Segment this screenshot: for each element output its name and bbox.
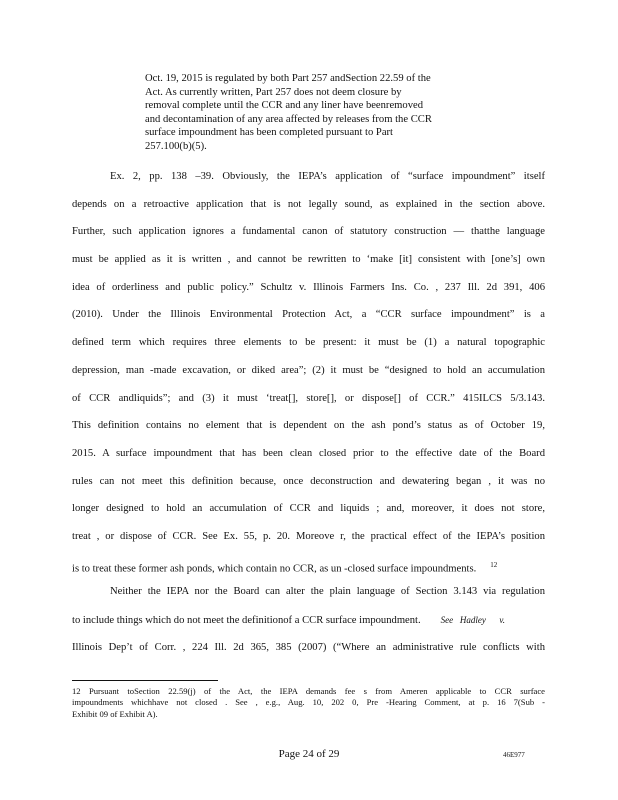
body-line: 2015. A surface impoundment that has been clean closed prior to the effective date of the Board bbox=[72, 447, 545, 459]
document-id: 46E977 bbox=[503, 751, 525, 759]
page-number: Page 24 of 29 bbox=[278, 748, 340, 760]
body-line: This definition contains no element that is dependent on the ash pond’s status as of October 19, bbox=[72, 420, 545, 432]
body-line: treat , or dispose of CCR. See Ex. 55, p. 20. Moreove r, the practical effect of the IEPA’s position bbox=[72, 530, 545, 542]
body-line: idea of orderliness and public policy.” Schultz v. Illinois Farmers Ins. Co. , 237 Ill. 2d 391, 406 bbox=[72, 281, 545, 293]
body-line bbox=[72, 557, 545, 585]
body-line: (2010). Under the Illinois Environmental Protection Act, a “CCR surface impoundment” is a bbox=[72, 309, 545, 321]
body-text bbox=[72, 169, 545, 667]
footnote-ref: 12 bbox=[490, 560, 498, 569]
body-line: rules can not meet this definition because, once deconstruction and dewatering began , it was no bbox=[72, 475, 545, 487]
body-line: depends on a retroactive application that is not legally sound, as explained in the section above. bbox=[72, 198, 545, 210]
body-line: longer designed to hold an accumulation of CCR and liquids ; and, moreover, it does not store, bbox=[72, 503, 545, 515]
quote-line: and decontamination of any area affected by releases from the CCR bbox=[145, 113, 432, 125]
quote-line: surface impoundment has been completed pursuant to Part bbox=[145, 127, 394, 139]
citation-text: See Hadley v. bbox=[440, 615, 505, 625]
body-line: Further, such application ignores a fundamental canon of statutory construction — thatthe language bbox=[72, 226, 545, 238]
body-line: of CCR andliquids”; and (3) it must ‘treat[], store[], or dispose[] of CCR.” 415ILCS 5/3.143. bbox=[72, 392, 545, 404]
body-line bbox=[72, 612, 545, 640]
footnote-line: 12 Pursuant toSection 22.59(j) of the Act, the IEPA demands fee s from Ameren applicable to CCR surface bbox=[72, 686, 545, 696]
quote-line: removal complete until the CCR and any liner have beenremoved bbox=[145, 100, 423, 112]
body-line: must be applied as it is written , and cannot be rewritten to ‘make [it] consistent with [one’s] own bbox=[72, 254, 545, 266]
body-line-text: to include things which do not meet the definitionof a CCR surface impoundment. bbox=[72, 615, 421, 626]
footnote-line: Exhibit 09 of Exhibit A). bbox=[72, 708, 158, 719]
quote-line: Oct. 19, 2015 is regulated by both Part 257 andSection 22.59 of the bbox=[145, 73, 431, 84]
body-line: depression, man -made excavation, or diked area”; (2) it must be “designed to hold an accumulation bbox=[72, 364, 545, 376]
body-line-text: is to treat these former ash ponds, which contain no CCR, as un -closed surface impoundments. bbox=[72, 563, 477, 575]
body-line: Ex. 2, pp. 138 –39. Obviously, the IEPA’s application of “surface impoundment” itself bbox=[110, 171, 545, 182]
block-quote bbox=[145, 72, 475, 154]
footnote bbox=[72, 686, 545, 720]
body-line: Neither the IEPA nor the Board can alter the plain language of Section 3.143 via regulation bbox=[110, 586, 545, 598]
quote-line: 257.100(b)(5). bbox=[145, 140, 207, 152]
footnote-line: impoundments whichhave not closed . See , e.g., Aug. 10, 202 0, Pre -Hearing Comment, at p. 16 7(Sub - bbox=[72, 697, 545, 708]
footnote-divider bbox=[72, 680, 218, 681]
body-line: defined term which requires three elements to be present: it must be (1) a natural topographic bbox=[72, 337, 545, 349]
body-line: Illinois Dep’t of Corr. , 224 Ill. 2d 365, 385 (2007) (“Where an administrative rule conflicts with bbox=[72, 641, 545, 653]
quote-line: Act. As currently written, Part 257 does not deem closure by bbox=[145, 86, 402, 98]
